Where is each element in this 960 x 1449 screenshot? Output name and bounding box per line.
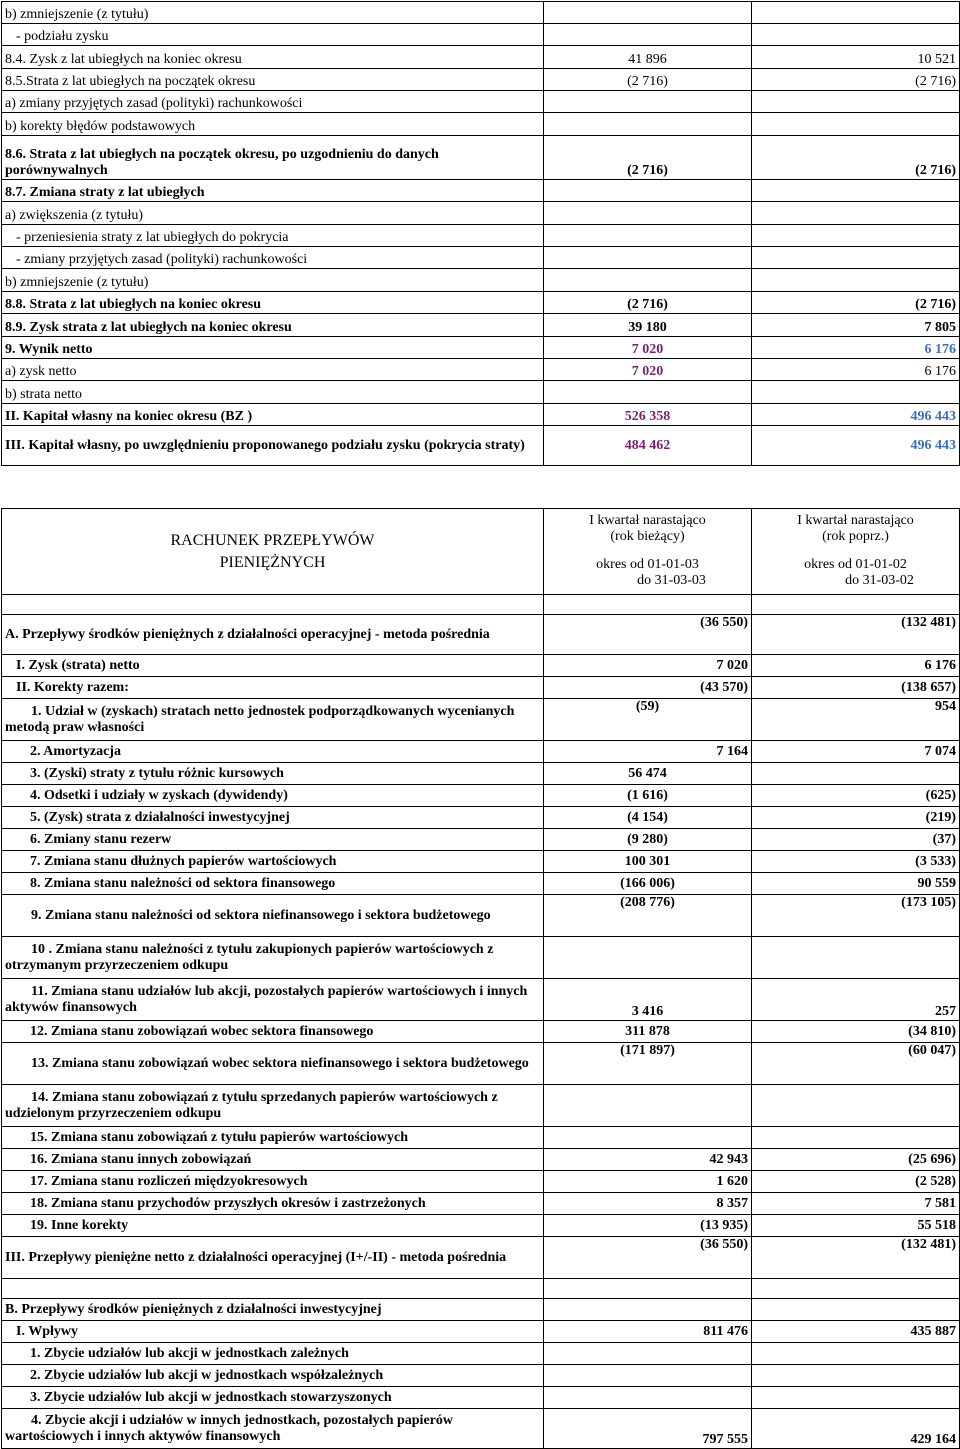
row-label: 8.5.Strata z lat ubiegłych na początek okresu	[2, 69, 544, 91]
row-label: 18. Zmiana stanu przychodów przyszłych okresów i zastrzeżonych	[2, 1193, 544, 1215]
row-label: 3. (Zyski) straty z tytułu różnic kursowych	[2, 763, 544, 785]
equity-table	[1, 1, 960, 466]
value-current: 41 896	[544, 46, 752, 69]
column-header-current: I kwartał narastająco (rok bieżący) okres od 01-01-03 do 31-03-03	[544, 509, 752, 595]
value-previous: 7 805	[752, 314, 960, 337]
row-label: 2. Amortyzacja	[2, 741, 544, 763]
row-label: 15. Zmiana stanu zobowiązań z tytułu papierów wartościowych	[2, 1127, 544, 1149]
value-current: (166 006)	[544, 873, 752, 895]
value-previous: (2 528)	[752, 1171, 960, 1193]
row-label: a) zmiany przyjętych zasad (polityki) rachunkowości	[2, 91, 544, 113]
row-label: 8. Zmiana stanu należności od sektora finansowego	[2, 873, 544, 895]
value-current: 7 164	[544, 741, 752, 763]
value-previous: 435 887	[752, 1321, 960, 1343]
value-current: 56 474	[544, 763, 752, 785]
row-label: - zmiany przyjętych zasad (polityki) rachunkowości	[2, 247, 544, 269]
value-current: (2 716)	[544, 69, 752, 91]
value-current: (43 570)	[544, 677, 752, 699]
value-current: (9 280)	[544, 829, 752, 851]
row-label: I. Wpływy	[2, 1321, 544, 1343]
value-previous: 496 443	[752, 404, 960, 426]
value-previous: 55 518	[752, 1215, 960, 1237]
row-label: b) zmniejszenie (z tytułu)	[2, 269, 544, 292]
row-label: 4. Zbycie akcji i udziałów w innych jednostkach, pozostałych papierów wartościowych i innych aktywów finansowych	[2, 1409, 544, 1449]
row-label: III. Przepływy pieniężne netto z działalności operacyjnej (I+/-II) - metoda pośrednia	[2, 1237, 544, 1279]
row-label: 9. Wynik netto	[2, 337, 544, 359]
row-label: 17. Zmiana stanu rozliczeń międzyokresowych	[2, 1171, 544, 1193]
row-label: B. Przepływy środków pieniężnych z działalności inwestycyjnej	[2, 1299, 544, 1321]
row-label: 13. Zmiana stanu zobowiązań wobec sektora niefinansowego i sektora budżetowego	[2, 1043, 544, 1085]
column-header-previous: I kwartał narastająco (rok poprz.) okres od 01-01-02 do 31-03-02	[752, 509, 960, 595]
row-label: 8.8. Strata z lat ubiegłych na koniec okresu	[2, 292, 544, 314]
value-current: 100 301	[544, 851, 752, 873]
row-label: 8.4. Zysk z lat ubiegłych na koniec okresu	[2, 46, 544, 69]
value-current: 7 020	[544, 655, 752, 677]
value-previous: 7 581	[752, 1193, 960, 1215]
row-label: 2. Zbycie udziałów lub akcji w jednostkach współzależnych	[2, 1365, 544, 1387]
value-previous: (34 810)	[752, 1021, 960, 1043]
row-label: 14. Zmiana stanu zobowiązań z tytułu sprzedanych papierów wartościowych z udzielonym przyrzeczeniem odkupu	[2, 1085, 544, 1127]
row-label: II. Kapitał własny na koniec okresu (BZ )	[2, 404, 544, 426]
value-previous: (60 047)	[752, 1043, 960, 1085]
row-label: 6. Zmiany stanu rezerw	[2, 829, 544, 851]
cashflow-title-line2: PIENIĘŻNYCH	[219, 553, 326, 571]
value-previous: (2 716)	[752, 292, 960, 314]
value-previous: (219)	[752, 807, 960, 829]
cashflow-table	[1, 508, 960, 1449]
value-current: 39 180	[544, 314, 752, 337]
row-label: 19. Inne korekty	[2, 1215, 544, 1237]
value-previous: 257	[752, 979, 960, 1021]
row-label: 12. Zmiana stanu zobowiązań wobec sektora finansowego	[2, 1021, 544, 1043]
row-label: - podziału zysku	[2, 24, 544, 46]
row-label: 1. Udział w (zyskach) stratach netto jednostek podporządkowanych wycenianych metodą praw własności	[2, 699, 544, 741]
value-current: (171 897)	[544, 1043, 752, 1085]
value-previous: (138 657)	[752, 677, 960, 699]
row-label: - przeniesienia straty z lat ubiegłych do pokrycia	[2, 225, 544, 247]
value-previous: 7 074	[752, 741, 960, 763]
row-label: 7. Zmiana stanu dłużnych papierów wartościowych	[2, 851, 544, 873]
row-label: 3. Zbycie udziałów lub akcji w jednostkach stowarzyszonych	[2, 1387, 544, 1409]
value-previous: (625)	[752, 785, 960, 807]
row-label: 5. (Zysk) strata z działalności inwestycyjnej	[2, 807, 544, 829]
row-label: II. Korekty razem:	[2, 677, 544, 699]
value-previous: 6 176	[752, 359, 960, 381]
value-previous: (2 716)	[752, 69, 960, 91]
value-current: (208 776)	[544, 895, 752, 937]
value-current: (36 550)	[544, 1237, 752, 1279]
value-previous: (37)	[752, 829, 960, 851]
value-current: 811 476	[544, 1321, 752, 1343]
row-label: 9. Zmiana stanu należności od sektora niefinansowego i sektora budżetowego	[2, 895, 544, 937]
value-previous: 6 176	[752, 337, 960, 359]
value-previous: (3 533)	[752, 851, 960, 873]
row-label: 4. Odsetki i udziały w zyskach (dywidendy)	[2, 785, 544, 807]
value-previous: 429 164	[752, 1409, 960, 1449]
value-previous: (132 481)	[752, 1237, 960, 1279]
row-label: 8.6. Strata z lat ubiegłych na początek okresu, po uzgodnieniu do danych porównywalnych	[2, 136, 544, 180]
value-current: 7 020	[544, 359, 752, 381]
value-current: 526 358	[544, 404, 752, 426]
value-current: (13 935)	[544, 1215, 752, 1237]
row-label: b) strata netto	[2, 381, 544, 404]
cashflow-title	[2, 509, 544, 595]
value-previous: (132 481)	[752, 615, 960, 655]
row-label: I. Zysk (strata) netto	[2, 655, 544, 677]
row-label: 8.9. Zysk strata z lat ubiegłych na koniec okresu	[2, 314, 544, 337]
value-previous: 90 559	[752, 873, 960, 895]
value-current: (2 716)	[544, 136, 752, 180]
value-current: 797 555	[544, 1409, 752, 1449]
row-label: a) zwiększenia (z tytułu)	[2, 202, 544, 225]
cashflow-title-line1: RACHUNEK PRZEPŁYWÓW	[170, 531, 375, 549]
row-label: 10 . Zmiana stanu należności z tytułu zakupionych papierów wartościowych z otrzymanym przyrzeczeniem odkupu	[2, 937, 544, 979]
value-previous: 6 176	[752, 655, 960, 677]
value-previous: (25 696)	[752, 1149, 960, 1171]
value-current: (4 154)	[544, 807, 752, 829]
row-label: 11. Zmiana stanu udziałów lub akcji, pozostałych papierów wartościowych i innych aktywów finansowych	[2, 979, 544, 1021]
row-label: 16. Zmiana stanu innych zobowiązań	[2, 1149, 544, 1171]
value-current: 3 416	[544, 979, 752, 1021]
value-previous	[752, 763, 960, 785]
row-label: 8.7. Zmiana straty z lat ubiegłych	[2, 180, 544, 202]
row-label: 1. Zbycie udziałów lub akcji w jednostkach zależnych	[2, 1343, 544, 1365]
row-label: a) zysk netto	[2, 359, 544, 381]
value-current: (36 550)	[544, 615, 752, 655]
value-current: 8 357	[544, 1193, 752, 1215]
value-current: 311 878	[544, 1021, 752, 1043]
value-current: 42 943	[544, 1149, 752, 1171]
value-current: (1 616)	[544, 785, 752, 807]
value-current: (59)	[544, 699, 752, 741]
row-label: b) korekty błędów podstawowych	[2, 113, 544, 136]
value-previous: (2 716)	[752, 136, 960, 180]
value-previous: 496 443	[752, 426, 960, 466]
value-previous: 954	[752, 699, 960, 741]
value-previous: (173 105)	[752, 895, 960, 937]
value-current: 484 462	[544, 426, 752, 466]
value-current: 1 620	[544, 1171, 752, 1193]
value-previous: 10 521	[752, 46, 960, 69]
value-current: (2 716)	[544, 292, 752, 314]
row-label: b) zmniejszenie (z tytułu)	[2, 2, 544, 24]
row-label: III. Kapitał własny, po uwzględnieniu proponowanego podziału zysku (pokrycia straty)	[2, 426, 544, 466]
row-label: A. Przepływy środków pieniężnych z działalności operacyjnej - metoda pośrednia	[2, 615, 544, 655]
value-current: 7 020	[544, 337, 752, 359]
